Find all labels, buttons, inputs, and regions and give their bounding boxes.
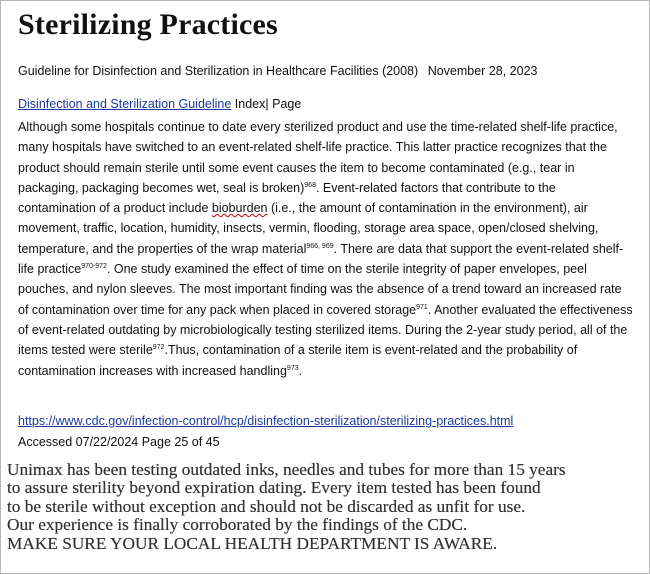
page-label: Page [272, 97, 302, 111]
body-sentence: . Event-related factors that contribute to the contamination of a product include [18, 180, 556, 216]
guideline-date: November 28, 2023 [427, 64, 538, 78]
guideline-link[interactable]: Disinfection and Sterilization Guideline [18, 97, 232, 111]
page-title: Sterilizing Practices [18, 8, 278, 41]
reference-superscript: 972 [152, 344, 165, 352]
body-sentence: Although some hospitals continue to date every sterilized product and use the time-related shelf-life practice, many hospitals have switched to an event-related shelf-life practice. This latter practice recognizes that the product should remain sterile until some event causes the item to become contaminated (e.g., tear in packaging, packaging becomes wet, seal is broken) [18, 120, 618, 195]
spellcheck-word: bioburden [211, 201, 268, 216]
reference-superscript: 973 [286, 364, 299, 372]
guideline-name: Guideline for Disinfection and Sterilization in Healthcare Facilities (2008) [18, 64, 419, 78]
note-line: Our experience is finally corroborated by the findings of the CDC. [7, 515, 468, 535]
note-line: to be sterile without exception and should not be discarded as unfit for use. [7, 496, 526, 516]
body-sentence: (i.e., the amount of contamination in the environment), air movement, traffic, location, humidity, insects, vermin, flooding, storage area space, open/closed shelving, temperature, and the properties of the wrap material [18, 201, 599, 256]
note-line: MAKE SURE YOUR LOCAL HEALTH DEPARTMENT IS AWARE. [7, 533, 498, 553]
accessed-note: Accessed 07/22/2024 Page 25 of 45 [18, 435, 220, 449]
breadcrumb [18, 97, 301, 111]
body-sentence: . One study examined the effect of time on the sterile integrity of paper envelopes, peel pouches, and nylon sleeves. The most important finding was the absence of a trend toward an increased rate of contamination over time for any pack when placed in covered storage [18, 262, 622, 317]
body-sentence: . [298, 363, 303, 378]
unimax-note [7, 461, 647, 553]
reference-superscript: 971 [416, 303, 428, 311]
note-line: Unimax has been testing outdated inks, needles and tubes for more than 15 years [7, 460, 566, 479]
source-url-link[interactable]: https://www.cdc.gov/infection-control/hcp/disinfection-sterilization/sterilizing-practices.html [18, 414, 514, 428]
index-label: Index [234, 97, 266, 111]
body-sentence: .Thus, contamination of a sterile item is event-related and the probability of contamination increases with increased handling [18, 343, 578, 378]
body-sentence: . There are data that support the event-related shelf-life practice [18, 241, 624, 277]
article-body [18, 117, 634, 381]
body-sentence: . Another evaluated the effectiveness of event-related outdating by microbiologically testing sterilized items. During the 2-year study period, all of the items tested were sterile [18, 302, 633, 358]
nav-separator: | [265, 97, 269, 111]
reference-superscript: 970-972 [81, 263, 107, 271]
note-line: to assure sterility beyond expiration dating. Every item tested has been found [7, 478, 541, 498]
reference-superscript: 968 [304, 181, 316, 189]
guideline-subtitle [18, 64, 537, 78]
reference-superscript: 966, 969 [306, 242, 334, 250]
